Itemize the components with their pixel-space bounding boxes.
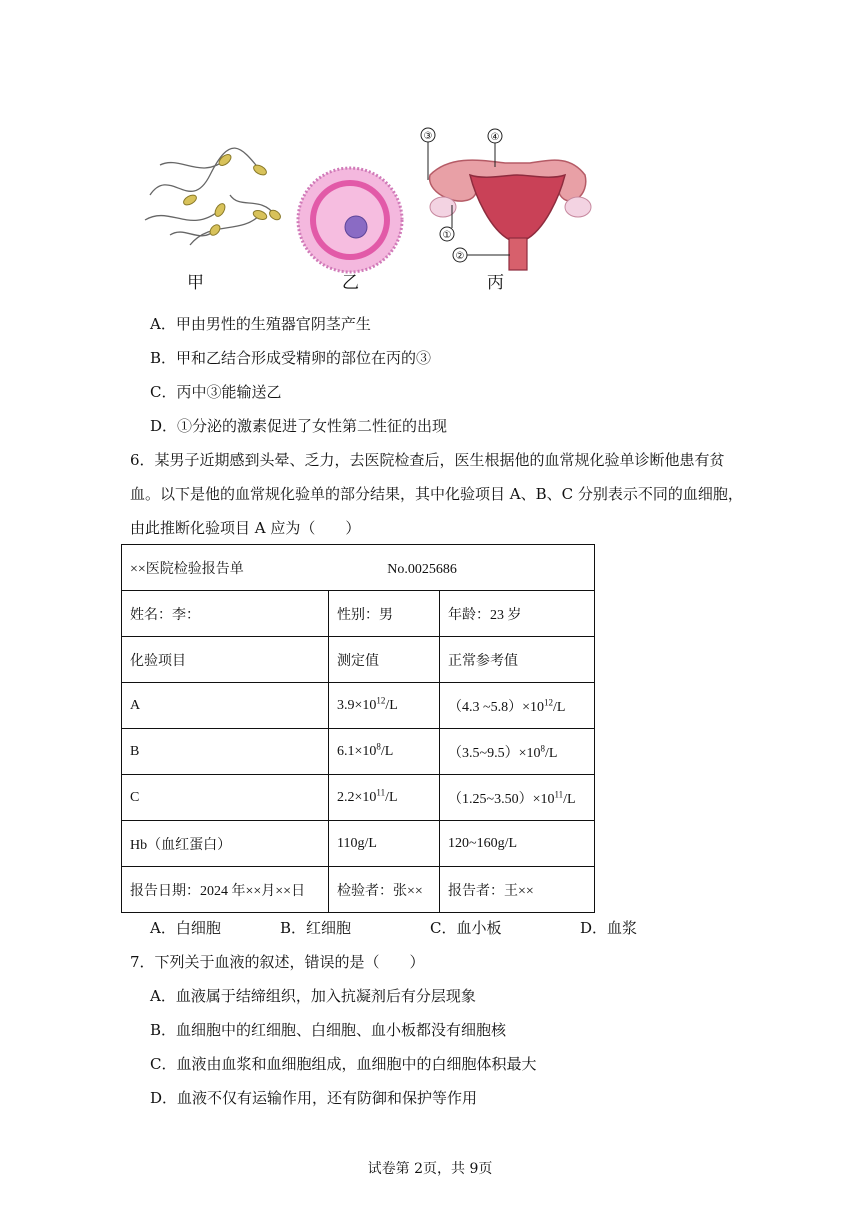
row-ref: $(3.5\sim 9.5)\times 10^8/L$ xyxy=(440,729,595,775)
uterus-illustration xyxy=(421,128,591,270)
hb-item: Hb（血红蛋白） xyxy=(122,821,329,867)
col-item-header: 化验项目 xyxy=(122,637,329,683)
col-ref-header: 正常参考值 xyxy=(440,637,595,683)
figure-label-yi: 乙 xyxy=(342,273,359,293)
row-value: $2.2\times 10^{11}/L$ xyxy=(329,775,440,821)
patient-sex: 性别：男 xyxy=(329,591,440,637)
marker-4: ④ xyxy=(490,132,500,143)
table-row-hb xyxy=(122,821,595,867)
q7-option-c: C．血液由血浆和血细胞组成，血细胞中的白细胞体积最大 xyxy=(150,1055,537,1073)
patient-name: 姓名：李： xyxy=(122,591,329,637)
q7-stem: 7．下列关于血液的叙述，错误的是（ ） xyxy=(130,953,425,971)
marker-3: ③ xyxy=(423,131,433,142)
table-row xyxy=(122,729,595,775)
q5-option-d: D．①分泌的激素促进了女性第二性征的出现 xyxy=(150,417,448,435)
row-item: A xyxy=(122,683,329,729)
report-column-header-row xyxy=(122,637,595,683)
row-value: $6.1\times 10^8/L$ xyxy=(329,729,440,775)
q6-stem-line3: 由此推断化验项目 A 应为（ ） xyxy=(130,519,361,537)
q5-option-b: B．甲和乙结合形成受精卵的部位在丙的③ xyxy=(150,349,432,367)
page-footer: 试卷第 2页，共 9页 xyxy=(367,1161,493,1177)
marker-2: ② xyxy=(455,251,465,262)
report-inspector: 检验者：张×× xyxy=(329,867,440,913)
marker-1: ① xyxy=(442,230,452,241)
row-value: $3.9\times 10^{12}/L$ xyxy=(329,683,440,729)
blood-test-report-table xyxy=(121,544,595,913)
row-ref: $(1.25\sim 3.50)\times 10^{11}/L$ xyxy=(440,775,595,821)
q6-stem-line1: 6．某男子近期感到头晕、乏力，去医院检查后，医生根据他的血常规化验单诊断他患有贫 xyxy=(130,451,725,469)
hb-value: 110g/L xyxy=(329,821,440,867)
hb-ref: 120~160g/L xyxy=(440,821,595,867)
report-header-row xyxy=(122,545,595,591)
q5-option-c: C．丙中③能输送乙 xyxy=(150,383,282,401)
q6-option-c: C．血小板 xyxy=(430,919,502,937)
q6-option-a: A．白细胞 xyxy=(150,919,221,937)
egg-illustration xyxy=(298,168,402,272)
figure-label-bing: 丙 xyxy=(487,273,504,293)
table-row xyxy=(122,775,595,821)
col-value-header: 测定值 xyxy=(329,637,440,683)
q6-option-b: B．红细胞 xyxy=(280,919,352,937)
report-reporter: 报告者：王×× xyxy=(440,867,595,913)
sperm-heads xyxy=(182,152,282,237)
q6-option-d: D．血浆 xyxy=(580,919,638,937)
report-footer-row xyxy=(122,867,595,913)
report-patient-row xyxy=(122,591,595,637)
q7-option-a: A．血液属于结缔组织，加入抗凝剂后有分层现象 xyxy=(150,987,476,1005)
q5-option-a: A．甲由男性的生殖器官阴茎产生 xyxy=(150,315,371,333)
row-ref: （4.3 $\sim 5.8)\times 10^{12}/L$ xyxy=(440,683,595,729)
report-hospital: ××医院检验报告单 xyxy=(130,561,244,577)
q6-options xyxy=(150,917,670,939)
figure-label-jia: 甲 xyxy=(187,273,204,293)
report-date: 报告日期：2024 年××月××日 xyxy=(122,867,329,913)
table-row xyxy=(122,683,595,729)
q7-option-b: B．血细胞中的红细胞、白细胞、血小板都没有细胞核 xyxy=(150,1021,507,1039)
row-item: C xyxy=(122,775,329,821)
q7-option-d: D．血液不仅有运输作用，还有防御和保护等作用 xyxy=(150,1089,478,1107)
q6-stem-line2: 血。以下是他的血常规化验单的部分结果，其中化验项目 A、B、C 分别表示不同的血细胞， xyxy=(130,485,743,503)
report-number: No.0025686 xyxy=(387,561,457,577)
patient-age: 年龄：23 岁 xyxy=(440,591,595,637)
row-item: B xyxy=(122,729,329,775)
